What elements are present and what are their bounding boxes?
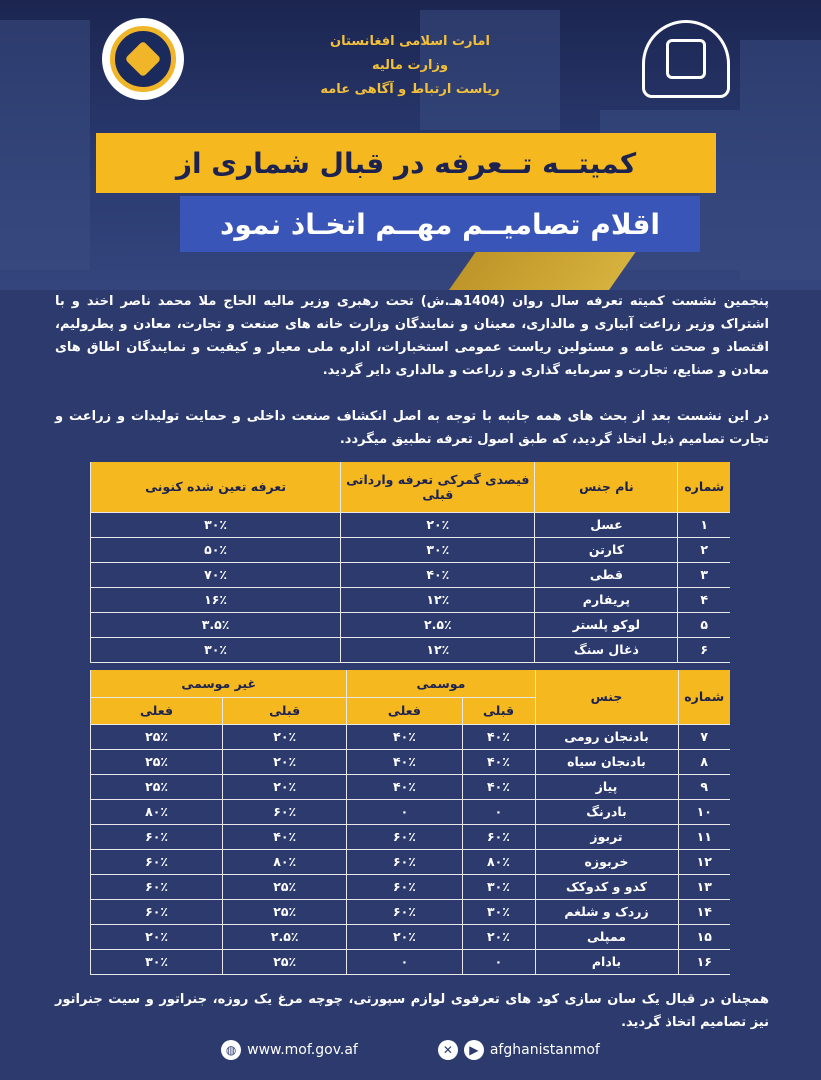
title-line-2: اقلام تصامیــم مهــم اتخـاذ نمود <box>180 196 700 252</box>
row-n-now: ۶۰٪ <box>91 899 223 924</box>
row-name: بادرنگ <box>535 799 678 824</box>
row-name: پیاز <box>535 774 678 799</box>
table-row <box>91 949 731 974</box>
table-row <box>91 612 731 637</box>
row-n-now: ۲۵٪ <box>91 749 223 774</box>
header-curr: تعرفه تعین شده کنونی <box>91 462 341 512</box>
row-s-now: ۶۰٪ <box>347 849 462 874</box>
header-prev: فیصدی گمرکی تعرفه وارداتی قبلی <box>341 462 535 512</box>
header-n-now: فعلی <box>91 697 223 724</box>
table-row <box>91 637 731 662</box>
row-s-before: ۳۰٪ <box>462 899 535 924</box>
tariff-table-1 <box>90 462 730 663</box>
row-n-now: ۲۵٪ <box>91 724 223 749</box>
row-prev: ۳۰٪ <box>341 537 535 562</box>
header-name: جنس <box>535 670 678 724</box>
title-line-1: کمیتــه تــعرفه در قبال شماری از <box>96 133 716 193</box>
table-row <box>91 924 731 949</box>
header-name: نام جنس <box>535 462 678 512</box>
header-seasonal: موسمی <box>347 670 535 697</box>
header-num: شماره <box>678 462 730 512</box>
row-name: بادام <box>535 949 678 974</box>
table-row <box>91 799 731 824</box>
row-curr: ۳۰٪ <box>91 512 341 537</box>
row-s-before: ۰ <box>462 949 535 974</box>
row-num: ۴ <box>678 587 730 612</box>
table-row <box>91 849 731 874</box>
row-num: ۱۱ <box>678 824 730 849</box>
row-num: ۳ <box>678 562 730 587</box>
header-nonseasonal: غیر موسمی <box>91 670 347 697</box>
row-name: قطی <box>535 562 678 587</box>
row-n-now: ۶۰٪ <box>91 824 223 849</box>
row-n-now: ۶۰٪ <box>91 849 223 874</box>
header-s-before: قبلی <box>462 697 535 724</box>
row-name: ذغال سنگ <box>535 637 678 662</box>
intro-paragraph-1: پنجمین نشست کمیته تعرفه سال روان (1404هـ.ش) تحت رهبری وزیر مالیه الحاج ملا محمد ناصر اخند و با اشتراک وزیر زراعت آبیاری و مالداری، معینان و نمایندگان وزارت خانه های صنعت و تجارت، معادن و پطرولیم، اقتصاد و صحت عامه و مسئولین ریاست عمومی استخبارات، اداره ملی معیار و کیفیت و نمایندگان اطاق های معادن و صنایع، تجارت و سرمایه گذاری و زراعت و مالداری دایر گردید. <box>55 294 769 378</box>
outro-paragraph: همچنان در قبال یک سان سازی کود های تعرفوی لوازم سپورتی، چوچه مرغ یک روزه، جنراتور و سیت جنراتور نیز تصامیم اتخاذ گردید. <box>55 992 769 1030</box>
row-num: ۱۳ <box>678 874 730 899</box>
row-n-before: ۲۰٪ <box>223 774 347 799</box>
row-n-now: ۳۰٪ <box>91 949 223 974</box>
table-row <box>91 587 731 612</box>
table-row <box>91 562 731 587</box>
header-n-before: قبلی <box>223 697 347 724</box>
social-links[interactable] <box>438 1040 600 1060</box>
row-n-now: ۲۵٪ <box>91 774 223 799</box>
row-n-before: ۲۵٪ <box>223 874 347 899</box>
row-num: ۵ <box>678 612 730 637</box>
row-s-before: ۲۰٪ <box>462 924 535 949</box>
row-n-now: ۸۰٪ <box>91 799 223 824</box>
header-line-1: امارت اسلامی افغانستان <box>330 34 490 49</box>
row-n-before: ۲۰٪ <box>223 749 347 774</box>
row-curr: ۵۰٪ <box>91 537 341 562</box>
row-curr: ۳.۵٪ <box>91 612 341 637</box>
header-s-now: فعلی <box>347 697 462 724</box>
national-emblem <box>642 20 730 98</box>
header-num: شماره <box>678 670 730 724</box>
header-line-2: وزارت مالیه <box>371 58 449 73</box>
table-header-row <box>91 670 731 697</box>
row-num: ۸ <box>678 749 730 774</box>
row-prev: ۲۰٪ <box>341 512 535 537</box>
table-row <box>91 749 731 774</box>
table-row <box>91 724 731 749</box>
row-s-now: ۰ <box>347 799 462 824</box>
tariff-table-2 <box>90 670 730 975</box>
row-s-before: ۴۰٪ <box>462 724 535 749</box>
intro-paragraph-2: در این نشست بعد از بحث های همه جانبه با توجه به اصل انکشاف صنعت داخلی و حمایت تولیدات و زراعت و تجارت تصامیم ذیل اتخاذ گردید، که طبق اصول تعرفه تطبیق میگردد. <box>55 409 769 447</box>
table-row <box>91 874 731 899</box>
row-s-now: ۴۰٪ <box>347 774 462 799</box>
row-n-before: ۲۵٪ <box>223 949 347 974</box>
row-n-before: ۲۵٪ <box>223 899 347 924</box>
row-num: ۱۶ <box>678 949 730 974</box>
globe-icon: ◍ <box>221 1040 241 1060</box>
table-row <box>91 537 731 562</box>
row-name: بادنجان سیاه <box>535 749 678 774</box>
row-prev: ۲.۵٪ <box>341 612 535 637</box>
row-s-now: ۲۰٪ <box>347 924 462 949</box>
row-num: ۱۴ <box>678 899 730 924</box>
row-num: ۷ <box>678 724 730 749</box>
row-s-now: ۴۰٪ <box>347 724 462 749</box>
row-num: ۲ <box>678 537 730 562</box>
row-name: کدو و کدوکک <box>535 874 678 899</box>
row-prev: ۴۰٪ <box>341 562 535 587</box>
row-n-before: ۶۰٪ <box>223 799 347 824</box>
row-curr: ۱۶٪ <box>91 587 341 612</box>
social-text: afghanistanmof <box>489 1042 600 1058</box>
x-icon: ✕ <box>438 1040 458 1060</box>
row-num: ۱۰ <box>678 799 730 824</box>
row-n-now: ۲۰٪ <box>91 924 223 949</box>
header-line-3: ریاست ارتباط و آگاهی عامه <box>320 82 500 97</box>
row-s-before: ۸۰٪ <box>462 849 535 874</box>
ministry-logo <box>102 18 184 100</box>
row-n-before: ۲.۵٪ <box>223 924 347 949</box>
table-row <box>91 824 731 849</box>
youtube-icon: ▶ <box>464 1040 484 1060</box>
row-curr: ۳۰٪ <box>91 637 341 662</box>
footer <box>0 1035 821 1065</box>
row-curr: ۷۰٪ <box>91 562 341 587</box>
row-name: کارتن <box>535 537 678 562</box>
row-s-now: ۰ <box>347 949 462 974</box>
website-link[interactable] <box>221 1040 358 1060</box>
row-name: زردک و شلغم <box>535 899 678 924</box>
row-n-now: ۶۰٪ <box>91 874 223 899</box>
table-row <box>91 512 731 537</box>
row-s-before: ۴۰٪ <box>462 749 535 774</box>
row-name: پریفارم <box>535 587 678 612</box>
row-name: خربوزه <box>535 849 678 874</box>
row-s-before: ۳۰٪ <box>462 874 535 899</box>
row-name: بادنجان رومی <box>535 724 678 749</box>
table-row <box>91 899 731 924</box>
row-s-now: ۶۰٪ <box>347 874 462 899</box>
row-s-before: ۰ <box>462 799 535 824</box>
row-prev: ۱۲٪ <box>341 587 535 612</box>
row-num: ۱۵ <box>678 924 730 949</box>
row-s-before: ۶۰٪ <box>462 824 535 849</box>
website-text: www.mof.gov.af <box>247 1042 358 1058</box>
table-header-row <box>91 462 731 512</box>
row-n-before: ۸۰٪ <box>223 849 347 874</box>
row-name: عسل <box>535 512 678 537</box>
row-prev: ۱۲٪ <box>341 637 535 662</box>
row-num: ۹ <box>678 774 730 799</box>
row-n-before: ۴۰٪ <box>223 824 347 849</box>
row-s-now: ۶۰٪ <box>347 824 462 849</box>
row-num: ۱ <box>678 512 730 537</box>
row-name: لوکو پلستر <box>535 612 678 637</box>
row-s-before: ۴۰٪ <box>462 774 535 799</box>
table-row <box>91 774 731 799</box>
header-org <box>290 30 530 102</box>
row-s-now: ۶۰٪ <box>347 899 462 924</box>
row-name: تربوز <box>535 824 678 849</box>
row-n-before: ۲۰٪ <box>223 724 347 749</box>
row-s-now: ۴۰٪ <box>347 749 462 774</box>
row-name: ممپلی <box>535 924 678 949</box>
row-num: ۱۲ <box>678 849 730 874</box>
row-num: ۶ <box>678 637 730 662</box>
